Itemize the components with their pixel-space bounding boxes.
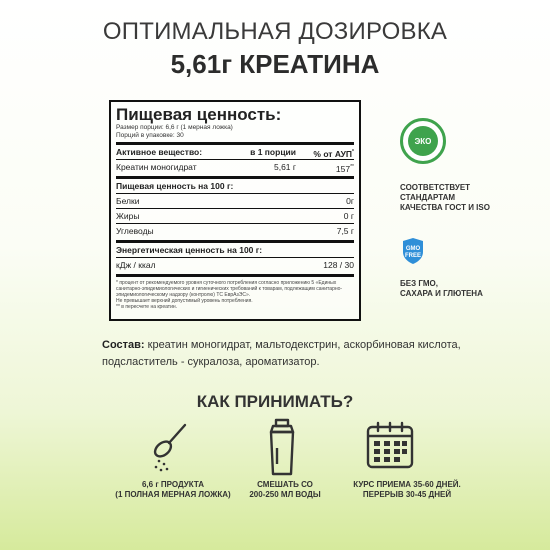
step-calendar-caption xyxy=(332,480,482,500)
per100-title: Пищевая ценность на 100 г: xyxy=(116,181,234,191)
footnote-reference: * процент от рекомендуемого уровня суточного потребления согласно приложению 5 «Единых санитарно-эпидемиологических и гигиенических требований к товарам, подлежащим санитарно-эпидемиологическому надзору (контролю) ТС ЕврАзЭС». xyxy=(116,280,343,298)
nutrient-row-protein xyxy=(116,194,354,208)
serving-size: Размер порции: 6,6 г (1 мерная ложка) xyxy=(116,124,233,131)
step-spoon-caption xyxy=(108,480,238,500)
nutrient-row-fat xyxy=(116,209,354,223)
headline-creatine-amount: 5,61г КРЕАТИНА xyxy=(170,49,380,79)
nutrition-facts-panel xyxy=(109,100,361,321)
composition-text: креатин моногидрат, мальтодекстрин, аскорбиновая кислота, подсластитель - сукралоза, ароматизатор. xyxy=(102,339,461,368)
footnote-creatine: ** в пересчете на креатин. xyxy=(116,304,178,310)
active-header-serving: в 1 порции xyxy=(250,147,296,157)
nutrient-name: Белки xyxy=(116,196,140,206)
eco-badge-caption xyxy=(400,183,530,213)
composition xyxy=(102,337,462,371)
gmo-free-icon xyxy=(402,237,424,265)
active-header-row xyxy=(116,145,354,159)
active-ingredient-percent-mark: ** xyxy=(350,164,354,170)
gmo-badge-caption xyxy=(400,279,530,299)
step-line1: СМЕШАТЬ СО xyxy=(257,480,313,489)
nutrient-value: 0г xyxy=(346,196,354,206)
energy-header-row xyxy=(116,243,354,257)
nutrient-value: 0 г xyxy=(343,211,354,221)
nutrient-name: Жиры xyxy=(116,211,140,221)
step-line2: 200-250 МЛ ВОДЫ xyxy=(249,490,321,499)
nutrient-name: Углеводы xyxy=(116,226,154,236)
per100-header-row xyxy=(116,179,354,193)
active-ingredient-serving: 5,61 г xyxy=(273,162,296,172)
eco-line2: СТАНДАРТАМ xyxy=(400,193,456,202)
eco-line1: СООТВЕТСТВУЕТ xyxy=(400,183,471,192)
servings-per-pack: Порций в упаковке: 30 xyxy=(116,132,184,139)
active-header-percent xyxy=(296,145,354,159)
headline-dosage: ОПТИМАЛЬНАЯ ДОЗИРОВКА xyxy=(102,18,448,45)
gmo-line2: САХАРА И ГЛЮТЕНА xyxy=(400,289,483,298)
active-header-percent-mark: * xyxy=(352,149,354,155)
energy-title: Энергетическая ценность на 100 г: xyxy=(116,245,263,255)
active-header-percent-text: % от АУП xyxy=(313,148,353,159)
footnote-limit: Не превышает верхний допустимый уровень потребления. xyxy=(116,298,253,304)
composition-label: Состав: xyxy=(102,339,145,351)
energy-row xyxy=(116,258,354,272)
step-line2: (1 ПОЛНАЯ МЕРНАЯ ЛОЖКА) xyxy=(115,490,231,499)
calendar-icon xyxy=(365,420,415,470)
eco-line3: КАЧЕСТВА ГОСТ И ISO xyxy=(400,203,490,212)
thick-divider xyxy=(116,274,354,277)
gmo-top-text: GMO xyxy=(405,246,421,252)
nutrient-row-carbs xyxy=(116,224,354,238)
active-ingredient-percent xyxy=(296,160,354,174)
step-line1: 6,6 г ПРОДУКТА xyxy=(141,480,204,489)
eco-quality-icon xyxy=(400,118,446,164)
step-line1: КУРС ПРИЕМА 35-60 ДНЕЙ. xyxy=(353,480,461,489)
active-ingredient-percent-value: 157 xyxy=(335,163,351,174)
nutrient-value: 7,5 г xyxy=(336,226,354,236)
gmo-line1: БЕЗ ГМО, xyxy=(400,279,438,288)
nutrition-title: Пищевая ценность: xyxy=(116,105,282,124)
energy-value: 128 / 30 xyxy=(323,260,354,270)
gmo-bottom-text: FREE xyxy=(404,253,422,259)
active-ingredient-name: Креатин моногидрат xyxy=(116,162,197,172)
active-header-name: Активное вещество: xyxy=(116,147,203,157)
step-line2: ПЕРЕРЫВ 30-45 ДНЕЙ xyxy=(362,490,452,499)
how-to-title: КАК ПРИНИМАТЬ? xyxy=(196,392,354,411)
eco-leaf-mark: ЭКО xyxy=(408,126,438,156)
step-shaker-caption xyxy=(220,480,350,500)
shaker-bottle-icon xyxy=(266,418,298,478)
energy-unit: кДж / ккал xyxy=(116,260,156,270)
active-ingredient-row xyxy=(116,160,354,174)
measuring-spoon-icon xyxy=(145,421,195,473)
